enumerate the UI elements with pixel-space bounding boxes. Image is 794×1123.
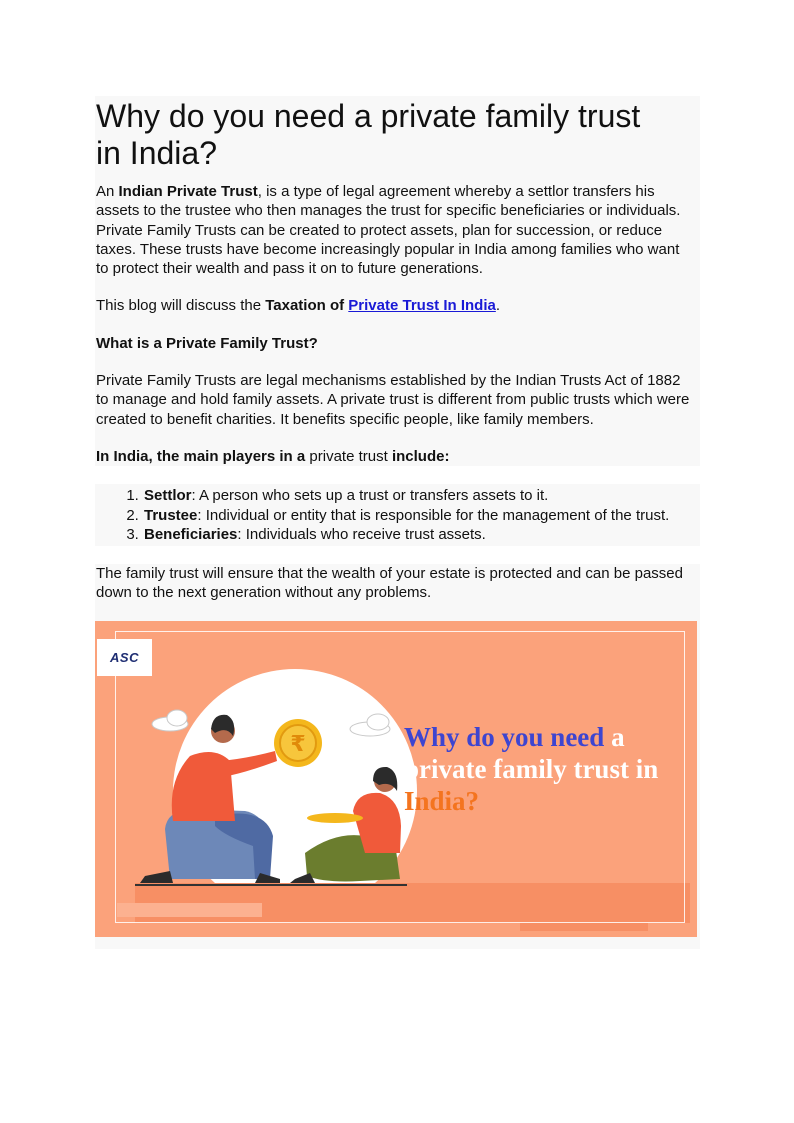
blog-bold: Taxation of xyxy=(265,297,349,315)
list-desc: : A person who sets up a trust or transfers assets to it. xyxy=(191,487,549,505)
intro-paragraph xyxy=(95,182,700,278)
list-item xyxy=(143,506,700,525)
banner-title-blue: Why do you need xyxy=(404,721,605,752)
players-list-band xyxy=(95,484,700,546)
banner-title xyxy=(404,721,694,817)
intro-bold: Indian Private Trust xyxy=(118,183,258,200)
list-item xyxy=(143,486,700,505)
list-desc: : Individuals who receive trust assets. xyxy=(237,525,486,543)
players-plain: private trust xyxy=(305,447,392,465)
list-term: Settlor xyxy=(144,487,192,505)
players-bold1: In India, the main players in a xyxy=(96,447,306,465)
spacer xyxy=(95,466,700,484)
list-term: Beneficiaries xyxy=(144,525,238,543)
players-list xyxy=(95,486,700,544)
closing-band xyxy=(95,564,700,603)
list-desc: : Individual or entity that is responsible for the management of the trust. xyxy=(197,506,670,524)
article xyxy=(95,96,700,949)
coin-symbol: ₹ xyxy=(290,731,306,757)
players-line xyxy=(95,447,700,466)
banner-title-white: a private family trust in xyxy=(404,721,659,784)
blog-suffix: . xyxy=(495,297,501,315)
spacer xyxy=(95,546,700,564)
page-title: Why do you need a private family trust in India? xyxy=(96,98,641,171)
intro-prefix: An xyxy=(96,183,119,200)
list-term: Trustee xyxy=(144,506,198,524)
what-heading-text: What is a Private Family Trust? xyxy=(96,334,318,352)
private-trust-link[interactable]: Private Trust In India xyxy=(348,297,496,315)
banner-image xyxy=(95,621,697,937)
banner-title-orange: India? xyxy=(404,785,480,816)
title-band xyxy=(95,96,700,466)
closing-paragraph: The family trust will ensure that the wealth of your estate is protected and can be passed down to the next generation without any problems. xyxy=(96,565,683,602)
players-bold2: include: xyxy=(391,447,450,465)
intro-rest: , is a type of legal agreement whereby a settlor transfers his assets to the trustee who then manages the trust for specific beneficiaries or individuals. Private Family Trusts can be created to protect assets, plan for succession, or reduce taxes. These trusts have become increasingly popular in India among families who want to protect their wealth and pass it on to future generations. xyxy=(96,183,681,278)
asc-logo: ASC xyxy=(97,639,152,676)
blog-prefix: This blog will discuss the xyxy=(96,297,266,315)
what-heading xyxy=(95,334,700,353)
banner-wrap xyxy=(95,603,700,949)
blog-line xyxy=(95,296,700,315)
list-item xyxy=(143,525,700,544)
what-body: Private Family Trusts are legal mechanisms established by the Indian Trusts Act of 1882 to manage and hold family assets. A private trust is different from public trusts which were created to benefit charities. It benefits specific people, like family members. xyxy=(96,372,690,428)
